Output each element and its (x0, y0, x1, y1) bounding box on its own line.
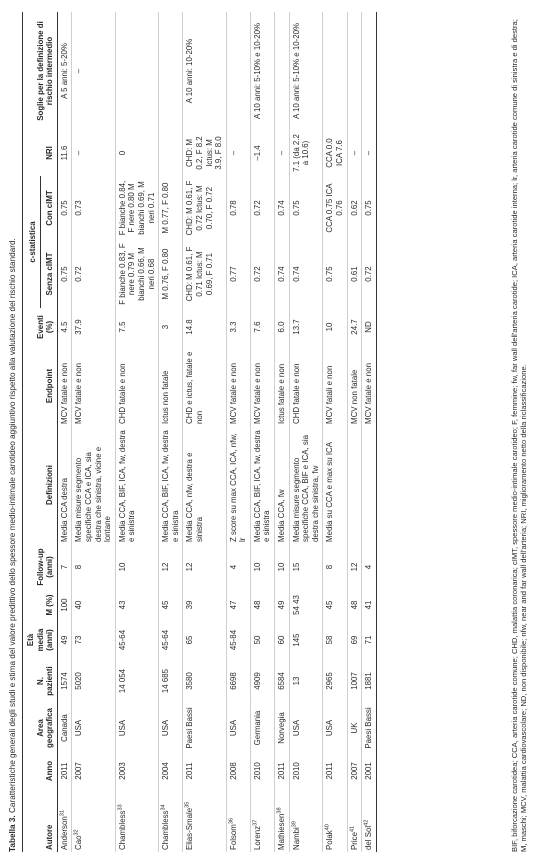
table-caption (8, 12, 18, 852)
col-n-pazienti: N. pazienti (24, 660, 57, 702)
author-name: Price (349, 832, 359, 850)
cell-def: Media misure segmento specifiche CCA, BIF e ICA, sia destra che sinistra, fw (289, 426, 323, 544)
cell-eventi: 24.7 (347, 308, 362, 346)
cell-eta: 50 (250, 620, 274, 660)
col-anno: Anno (24, 754, 57, 788)
cell-senza: M 0.76, F 0.80 (159, 240, 183, 308)
cell-follow: 4 (226, 544, 250, 590)
reference-number: 36 (228, 818, 235, 825)
reference-number: 33 (117, 804, 124, 811)
cell-area: Paesi Bassi (183, 702, 226, 754)
author-name: Elias-Smale (185, 807, 195, 850)
cell-def: Media CCA, BIF, ICA, fw, destra e sinistra (159, 426, 183, 544)
cell-nri: 11.6 (57, 130, 72, 176)
cell-autore (183, 788, 226, 852)
cell-soglie (362, 12, 377, 130)
reference-number: 42 (363, 819, 370, 826)
reference-number: 40 (324, 824, 331, 831)
cell-m: 45 (323, 590, 347, 620)
cell-follow: 10 (275, 544, 290, 590)
cell-n: 6584 (275, 660, 290, 702)
cell-autore (57, 788, 72, 852)
cell-con: 0.78 (226, 176, 250, 240)
table-row (275, 12, 290, 852)
cell-m: 40 (72, 590, 115, 620)
cell-senza: 0.74 (275, 240, 290, 308)
cell-anno: 2003 (115, 754, 158, 788)
cell-endpoint: MCV fatali e non (323, 346, 347, 426)
cell-soglie (323, 12, 347, 130)
top-rule (22, 12, 23, 852)
table-body (57, 12, 376, 852)
cell-follow: 12 (183, 544, 226, 590)
cell-nri: – (226, 130, 250, 176)
footnote: BIF, biforcazione carotidea; CCA, arteria carotide comune; CHD, malattia coronarica; cIMT, spessore medio-intimale carotideo; F, femmine; fw, far wall dell'arteria carotide; ICA, arteria carotide interna; lr, arteria carotide comune di sinistra e di destra; M, maschi; MCV, malattia cardiovascolare; ND, non disponibile; nfw, near and far wall dell'arteria; NRI, miglioramento netto della riclassificazione. (510, 19, 529, 852)
cell-anno: 2010 (289, 754, 323, 788)
cell-eventi: 3.3 (226, 308, 250, 346)
cell-anno: 2008 (226, 754, 250, 788)
reference-number: 37 (252, 819, 259, 826)
cell-anno: 2011 (275, 754, 290, 788)
cell-eta: 73 (72, 620, 115, 660)
reference-number: 35 (184, 801, 191, 808)
cell-anno: 2007 (72, 754, 115, 788)
cell-m: 41 (362, 590, 377, 620)
cell-n: 14 685 (159, 660, 183, 702)
cell-area: Norvegia (275, 702, 290, 754)
author-name: Polak (325, 830, 335, 850)
cell-senza: 0.75 (57, 240, 72, 308)
cell-eta: 45-84 (226, 620, 250, 660)
author-name: Nambi (291, 827, 301, 850)
author-name: del Sol (364, 825, 374, 850)
cell-m: 39 (183, 590, 226, 620)
cell-senza: 0.77 (226, 240, 250, 308)
cell-m: 54 43 (289, 590, 323, 620)
cell-endpoint: MCV non fatale (347, 346, 362, 426)
author-name: Chambless (161, 810, 171, 850)
author-name: Cao (74, 835, 84, 850)
col-m: M (%) (24, 590, 57, 620)
col-senza-cimt: Senza cIMT (40, 240, 57, 308)
cell-anno: 2001 (362, 754, 377, 788)
cell-n: 13 (289, 660, 323, 702)
cell-autore (250, 788, 274, 852)
cell-eta: 71 (362, 620, 377, 660)
cell-eta: 65 (183, 620, 226, 660)
cell-soglie: A 5 anni: 5-20% (57, 12, 72, 130)
cell-follow: 12 (347, 544, 362, 590)
cell-autore (226, 788, 250, 852)
cell-endpoint: MCV fatale e non (362, 346, 377, 426)
col-follow-up: Follow-up (anni) (24, 544, 57, 590)
cell-follow: 8 (323, 544, 347, 590)
cell-endpoint: CHD fatale e non (115, 346, 158, 426)
cell-n: 3580 (183, 660, 226, 702)
cell-n: 1881 (362, 660, 377, 702)
table-row (115, 12, 158, 852)
cell-area: Germania (250, 702, 274, 754)
cell-eventi: 37.9 (72, 308, 115, 346)
cell-follow: 8 (72, 544, 115, 590)
cell-def (347, 426, 362, 544)
cell-def: Media CCA destra (57, 426, 72, 544)
cell-follow: 12 (159, 544, 183, 590)
cell-area: Paesi Bassi (362, 702, 377, 754)
cell-eta: 60 (275, 620, 290, 660)
cell-endpoint: CHD fatale e non (289, 346, 323, 426)
cell-senza: 0.61 (347, 240, 362, 308)
cell-soglie: A 10 anni: 5-10% e 10-20% (289, 12, 323, 130)
table-row (72, 12, 115, 852)
cell-n: 14 054 (115, 660, 158, 702)
cell-anno: 2011 (323, 754, 347, 788)
cell-eventi: 10 (323, 308, 347, 346)
cell-m: 48 (347, 590, 362, 620)
cell-anno: 2004 (159, 754, 183, 788)
col-nri: NRI (24, 130, 57, 176)
cell-autore (323, 788, 347, 852)
col-eta: Età media (anni) (24, 620, 57, 660)
cell-m: 48 (250, 590, 274, 620)
cell-def: Media CCA, nfw, destra e sinistra (183, 426, 226, 544)
cell-autore (289, 788, 323, 852)
cell-eta: 45-64 (115, 620, 158, 660)
cell-nri: CCA 0.0 ICA 7.6 (323, 130, 347, 176)
cell-def: Media CCA, BIF, ICA, fw, destra e sinistra (115, 426, 158, 544)
cell-def: Media misure segmento specifiche CCA e ICA, sia destra che sinistra, vicine e lontane (72, 426, 115, 544)
cell-con: 0.75 (57, 176, 72, 240)
cell-con: 0.74 (275, 176, 290, 240)
cell-nri: – (347, 130, 362, 176)
cell-con: M 0.77, F 0.80 (159, 176, 183, 240)
col-definizioni: Definizioni (24, 426, 57, 544)
cell-soglie (226, 12, 250, 130)
cell-con: 0.75 (289, 176, 323, 240)
cell-endpoint: MCV fatale e non (72, 346, 115, 426)
reference-number: 32 (73, 829, 80, 836)
cell-autore (72, 788, 115, 852)
cell-eventi: 13.7 (289, 308, 323, 346)
cell-con: CCA 0.75 ICA 0.76 (323, 176, 347, 240)
reference-number: 41 (349, 825, 355, 833)
cell-anno: 2007 (347, 754, 362, 788)
cell-nri: 7.1 (da 2.2 a 10.6) (289, 130, 323, 176)
cell-endpoint: MCV fatale e non (57, 346, 72, 426)
cell-nri: – (72, 130, 115, 176)
cell-anno: 2011 (57, 754, 72, 788)
cell-eventi: 6.0 (275, 308, 290, 346)
cell-senza: 0.75 (323, 240, 347, 308)
cell-area: Canada (57, 702, 72, 754)
reference-number: 31 (59, 810, 66, 817)
table-row (226, 12, 250, 852)
cell-area: USA (159, 702, 183, 754)
cell-nri: – (275, 130, 290, 176)
cell-area: UK (347, 702, 362, 754)
col-eventi: Eventi (%) (24, 308, 57, 346)
cell-n: 2965 (323, 660, 347, 702)
cell-area: USA (72, 702, 115, 754)
cell-eventi: 7.6 (250, 308, 274, 346)
cell-nri: – (362, 130, 377, 176)
cell-follow: 10 (115, 544, 158, 590)
table-row (159, 12, 183, 852)
cell-senza: 0.72 (362, 240, 377, 308)
caption-label: Tabella 3. (8, 815, 17, 852)
cell-def: Z score su max CCA, ICA, nfw, lr (226, 426, 250, 544)
cell-n: 4909 (250, 660, 274, 702)
table-row (183, 12, 226, 852)
cell-anno: 2011 (183, 754, 226, 788)
reference-number: 34 (160, 804, 167, 811)
author-name: Folsom (228, 824, 238, 850)
cell-endpoint: Ictus non fatale (159, 346, 183, 426)
cell-endpoint: CHD e ictus, fatale e non (183, 346, 226, 426)
cell-eventi: ND (362, 308, 377, 346)
cell-follow: 10 (250, 544, 274, 590)
col-soglie: Soglie per la definizione di rischio intermedio (24, 12, 57, 130)
cell-con: 0.75 (362, 176, 377, 240)
cell-soglie: A 10 anni: 10-20% (183, 12, 226, 130)
author-name: Lorenz (252, 825, 262, 850)
cell-follow: 7 (57, 544, 72, 590)
author-name: Mathiesen (277, 813, 287, 850)
table-row (362, 12, 377, 852)
cell-m: 47 (226, 590, 250, 620)
cell-m: 100 (57, 590, 72, 620)
cell-follow: 15 (289, 544, 323, 590)
cell-autore (275, 788, 290, 852)
cell-soglie (347, 12, 362, 130)
cell-area: USA (115, 702, 158, 754)
cell-autore (362, 788, 377, 852)
cell-def: Media CCA, fw (275, 426, 290, 544)
cell-soglie (275, 12, 290, 130)
cell-soglie: A 10 anni: 5-10% e 10-20% (250, 12, 274, 130)
cell-nri: CHD: M 0.2, F 8.2 Ictus: M 3.9, F 8.0 (183, 130, 226, 176)
cell-autore (159, 788, 183, 852)
cell-con: 0.73 (72, 176, 115, 240)
cell-n: 6698 (226, 660, 250, 702)
cell-eta: 49 (57, 620, 72, 660)
cell-area: USA (323, 702, 347, 754)
cell-senza: 0.74 (289, 240, 323, 308)
col-endpoint: Endpoint (24, 346, 57, 426)
reference-number: 39 (291, 821, 298, 828)
cell-eventi: 14.8 (183, 308, 226, 346)
cell-con: 0.72 (250, 176, 274, 240)
cell-con: 0.62 (347, 176, 362, 240)
cell-senza: 0.72 (250, 240, 274, 308)
cell-autore (115, 788, 158, 852)
cell-nri: 0 (115, 130, 158, 176)
cell-soglie (159, 12, 183, 130)
cell-m: 43 (115, 590, 158, 620)
cell-def: Media CCA, BIF, ICA, fw, destra e sinistra (250, 426, 274, 544)
cell-endpoint: MCV fatale e non (250, 346, 274, 426)
cell-anno: 2010 (250, 754, 274, 788)
col-con-cimt: Con cIMT (40, 176, 57, 240)
cell-soglie (115, 12, 158, 130)
col-area: Area geografica (24, 702, 57, 754)
cell-endpoint: MCV fatale e non (226, 346, 250, 426)
cell-n: 1574 (57, 660, 72, 702)
author-name: Anderson (59, 816, 69, 850)
cell-autore (347, 788, 362, 852)
cell-def (362, 426, 377, 544)
reference-number: 38 (276, 807, 283, 814)
author-name: Chambless (117, 810, 127, 850)
cell-nri (159, 130, 183, 176)
header-row (24, 12, 40, 852)
cell-endpoint: Ictus fatale e non (275, 346, 290, 426)
cell-n: 5020 (72, 660, 115, 702)
cell-eta: 58 (323, 620, 347, 660)
cell-eta: 145 (289, 620, 323, 660)
table-row (323, 12, 347, 852)
cell-soglie: – (72, 12, 115, 130)
cell-m: 49 (275, 590, 290, 620)
cell-con: CHD: M 0.61, F 0.72 Ictus: M 0.70, F 0.72 (183, 176, 226, 240)
table-row (57, 12, 72, 852)
col-c-statistica: c-statistica (24, 176, 40, 308)
cell-eta: 69 (347, 620, 362, 660)
cell-area: USA (226, 702, 250, 754)
cell-eventi: 3 (159, 308, 183, 346)
cell-follow: 4 (362, 544, 377, 590)
cell-m: 45 (159, 590, 183, 620)
cell-senza: 0.72 (72, 240, 115, 308)
studies-table (24, 12, 377, 852)
cell-n: 1007 (347, 660, 362, 702)
table-row (250, 12, 274, 852)
cell-area: USA (289, 702, 323, 754)
cell-con: F bianche 0.84, F nere 0.80 M bianchi 0.69, M neri 0.71 (115, 176, 158, 240)
cell-nri: –1.4 (250, 130, 274, 176)
cell-senza: CHD: M 0.61, F 0.71 Ictus: M 0.69, F 0.71 (183, 240, 226, 308)
table-row (289, 12, 323, 852)
cell-eventi: 7.5 (115, 308, 158, 346)
cell-def: Media su CCA e max su ICA (323, 426, 347, 544)
caption-text: Caratteristiche generali degli studi e stima del valore predittivo dello spessore medio-intimale carotideo aggiuntivo rispetto alla valutazione del rischio standard. (8, 238, 17, 813)
col-autore: Autore (24, 788, 57, 852)
cell-eta: 45-64 (159, 620, 183, 660)
cell-eventi: 4.5 (57, 308, 72, 346)
cell-senza: F bianche 0.83, F nere 0.79 M bianchi 0.66, M neri 0.68 (115, 240, 158, 308)
table-row (347, 12, 362, 852)
